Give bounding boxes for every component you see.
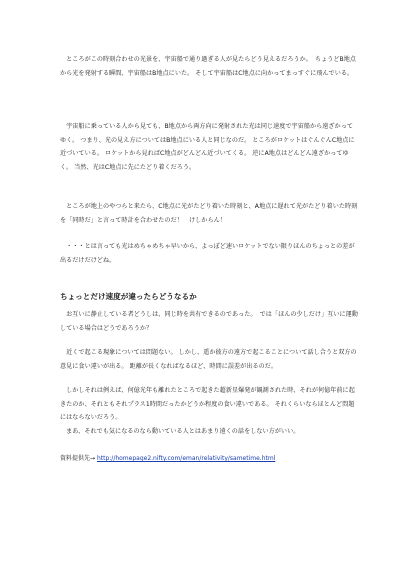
paragraph-spaceship-view: 宇宙船に乗っている人から見ても、B地点から両方向に発射された光は同じ速度で宇宙船から遠ざかってゆく。 つまり、光の見え方についてはB地点にいる人と同じなのだ。 ところがロケットはぐんぐんC地点に近づいている。 ロケットから見ればC地点がどんどん近づいてくる。 逆にA地点はどんどん遠ざかってゆく。 当然、光はC地点に先にたどり着くだろう。	[60, 123, 355, 171]
paragraph-time-sync-spaceship: ところがこの時刻合わせの光景を、宇宙船で通り過ぎる人が見たらどう見えるだろうか。 ちょうどB地点から光を発射する瞬間、宇宙船はB地点にいた。 そして宇宙船はC地点に向かってまっすぐに飛んでいる。	[60, 56, 357, 77]
paragraph-distance-error: 近くで起こる現象については問題ない。 しかし、遥か彼方の遠方で起こることについて話し合うと双方の意見に食い違いが出る。 距離が長くなればなるほど、時間に誤差が出るのだ。	[60, 349, 357, 370]
source-link[interactable]: http://homepage2.nifty.com/eman/relativity/sametime.html	[96, 455, 276, 462]
paragraph-slight-motion: お互いに静止している者どうしは、同じ時を共有できるのであった。 では「ほんの少しだけ」互いに運動している場合はどうであろうか？	[60, 311, 358, 332]
paragraph-ground-people: ところが地上のやつらと来たら、C地点に光がたどり着いた時刻と、A地点に遅れて光がたどり着いた時刻を「同時だ」と言って時計を合わせたのだ！ けしからん！	[60, 203, 358, 224]
paragraph-light-is-fast: ・・・とは言っても光はめちゃめちゃ早いから、よっぽど速いロケットでない限りほんのちょっとの差が出るだけだけどね。	[60, 243, 355, 264]
source-credit	[60, 454, 360, 464]
paragraph-supernova-example: しかしそれは例えば、何億光年も離れたところで起きた超新星爆発が観測された時、それが何億年前に起きたのか、それともそれプラス1時間だったかどうか程度の食い違いである。 それくらいならほとんど問題にはならないだろう。 まあ、それでも気になるのなら動いている人とはあまり遠くの話をしない方がいい。	[60, 387, 355, 435]
source-label: 資料提供先→	[60, 455, 96, 462]
section-heading: ちょっとだけ速度が違ったらどうなるか	[60, 292, 197, 301]
